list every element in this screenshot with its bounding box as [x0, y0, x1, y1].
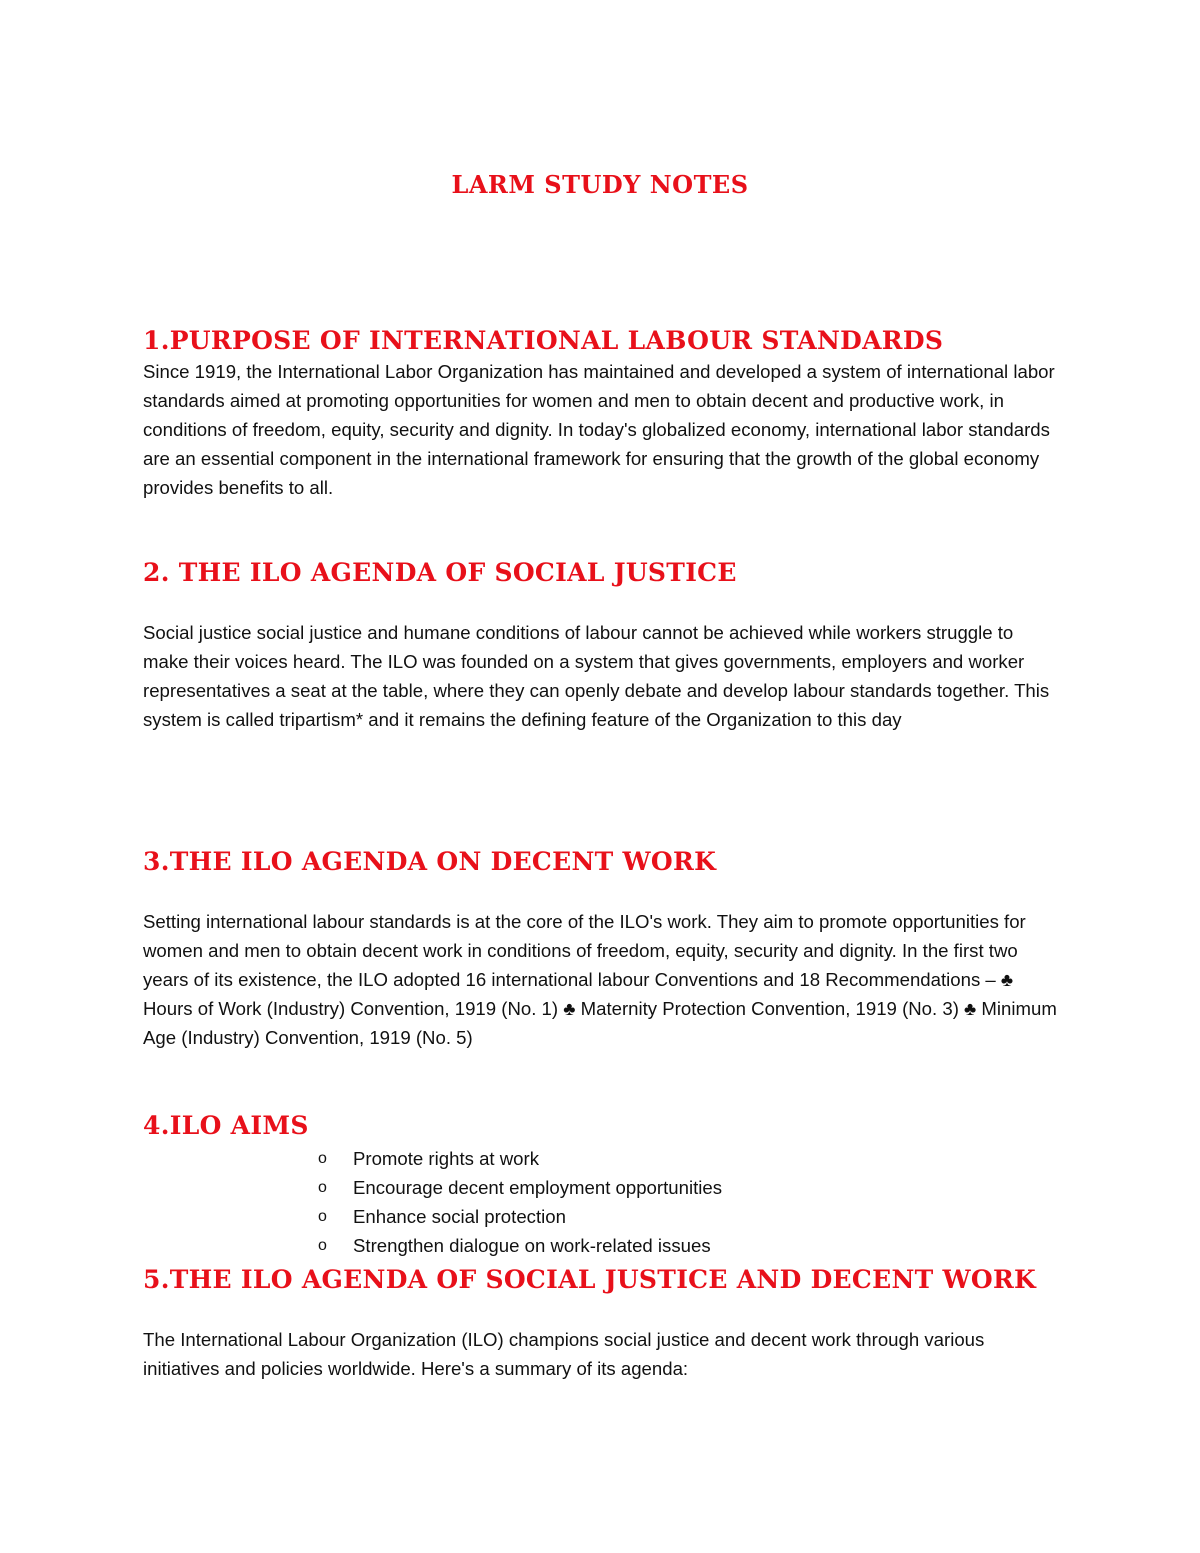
- section-2-body: Social justice social justice and humane conditions of labour cannot be achieved while workers struggle to make their voices heard. The ILO was founded on a system that gives governments, employers and worker representatives a seat at the table, where they can openly debate and develop labour standards together. This system is called tripartism* and it remains the defining feature of the Organization to this day: [143, 622, 1050, 730]
- circle-bullet-icon: o: [318, 1237, 327, 1254]
- section-4-heading: 4.ILO AIMS: [143, 1111, 309, 1140]
- list-item-text: Enhance social protection: [353, 1206, 566, 1227]
- section-1-heading: 1.PURPOSE OF INTERNATIONAL LABOUR STANDARDS: [143, 326, 944, 355]
- list-item-text: Strengthen dialogue on work-related issues: [353, 1235, 711, 1256]
- document-title: LARM STUDY NOTES: [451, 170, 749, 199]
- section-3-heading: 3.THE ILO AGENDA ON DECENT WORK: [143, 847, 717, 876]
- list-item: [318, 1231, 722, 1260]
- list-item: [318, 1173, 722, 1202]
- section-5-body: The International Labour Organization (ILO) champions social justice and decent work through various initiatives and policies worldwide. Here's a summary of its agenda:: [143, 1329, 985, 1379]
- list-item: [318, 1202, 722, 1231]
- circle-bullet-icon: o: [318, 1208, 327, 1225]
- section-3-body: Setting international labour standards is at the core of the ILO's work. They aim to promote opportunities for women and men to obtain decent work in conditions of freedom, equity, security and dignity. In the first two years of its existence, the ILO adopted 16 international labour Conventions and 18 Recommendations – ♣ Hours of Work (Industry) Convention, 1919 (No. 1) ♣ Maternity Protection Convention, 1919 (No. 3) ♣ Minimum Age (Industry) Convention, 1919 (No. 5): [143, 911, 1057, 1048]
- list-item-text: Promote rights at work: [353, 1148, 540, 1169]
- section-2-heading: 2. THE ILO AGENDA OF SOCIAL JUSTICE: [143, 558, 737, 587]
- circle-bullet-icon: o: [318, 1150, 327, 1167]
- circle-bullet-icon: o: [318, 1179, 327, 1196]
- aims-list: [318, 1144, 722, 1260]
- list-item-text: Encourage decent employment opportunities: [353, 1177, 723, 1198]
- section-5-heading: 5.THE ILO AGENDA OF SOCIAL JUSTICE AND DECENT WORK: [143, 1265, 1037, 1294]
- list-item: [318, 1144, 722, 1173]
- section-1-body: Since 1919, the International Labor Organization has maintained and developed a system of international labor standards aimed at promoting opportunities for women and men to obtain decent and productive work, in conditions of freedom, equity, security and dignity. In today's globalized economy, international labor standards are an essential component in the international framework for ensuring that the growth of the global economy provides benefits to all.: [143, 361, 1055, 498]
